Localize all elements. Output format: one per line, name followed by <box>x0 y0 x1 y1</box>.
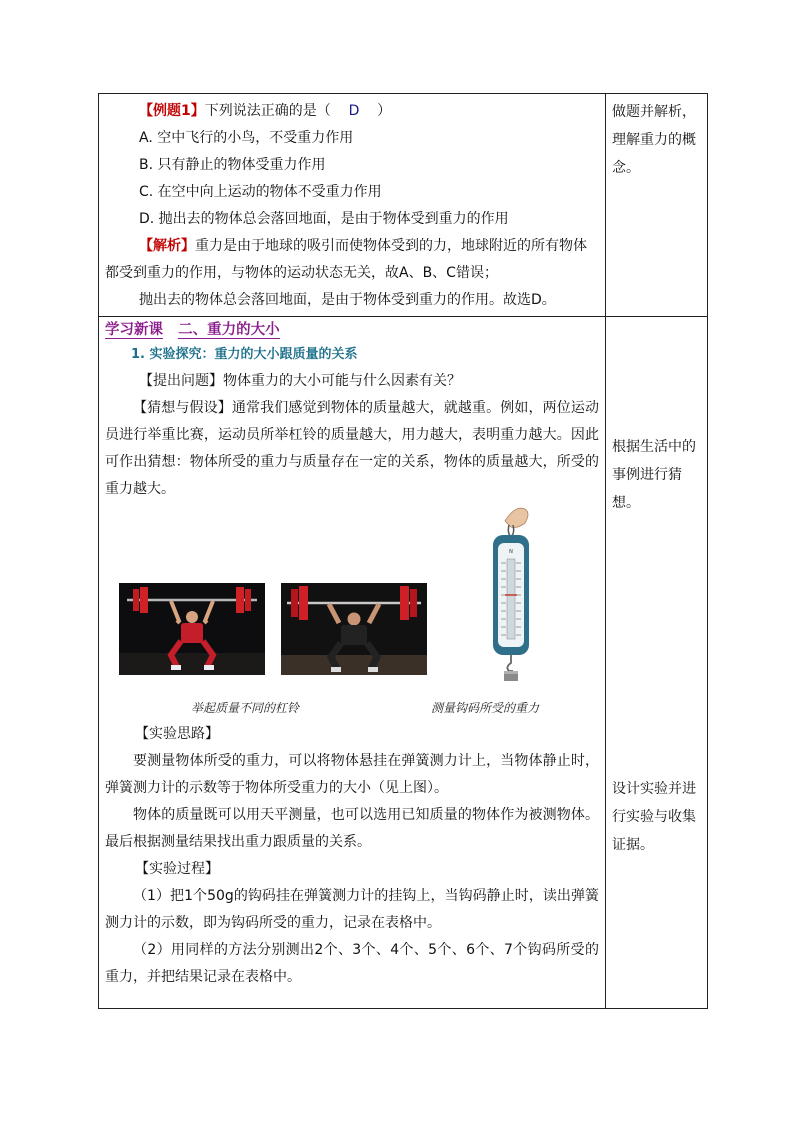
process-step-2: （2）用同样的方法分别测出2个、3个、4个、5个、6个、7个钩码所受的重力，并把结果记录在表格中。 <box>105 942 599 985</box>
caption-spring-scale: 测量钩码所受的重力 <box>431 701 540 715</box>
example-close: ） <box>377 103 392 119</box>
example-question <box>105 98 599 125</box>
example-heading: 【例题1】 <box>139 103 205 119</box>
option-a: A. 空中飞行的小鸟，不受重力作用 <box>139 130 354 146</box>
idea-heading: 【实验思路】 <box>135 726 219 742</box>
process-heading: 【实验过程】 <box>135 861 219 877</box>
section-label: 学习新课 <box>105 322 163 338</box>
idea-paragraph-2: 物体的质量既可以用天平测量，也可以选用已知质量的物体作为被测物体。最后根据测量结果找出重力跟质量的关系。 <box>105 807 599 850</box>
caption-weightlifting: 举起质量不同的杠铃 <box>191 701 300 715</box>
analysis-line-2: 都受到重力的作用，与物体的运动状态无关，故A、B、C错误； <box>105 265 498 281</box>
subsection-text: 1. 实验探究：重力的大小跟质量的关系 <box>131 347 358 362</box>
weightlifter-photo-1 <box>119 583 265 675</box>
example-cell <box>99 94 606 317</box>
weightlifter-photo-2 <box>281 583 427 675</box>
spring-scale-illustration <box>471 503 551 683</box>
lesson-table <box>98 93 708 1009</box>
figure-area <box>105 503 599 733</box>
example-row <box>99 94 708 317</box>
side-note-guess: 根据生活中的事例进行猜想。 <box>612 439 696 511</box>
example-side-cell <box>606 94 708 317</box>
subsection-title <box>105 341 599 368</box>
analysis-label: 【解析】 <box>139 238 195 254</box>
idea-paragraph-1: 要测量物体所受的重力，可以将物体悬挂在弹簧测力计上，当物体静止时，弹簧测力计的示数等于物体所受重力的大小（见上图）。 <box>105 753 599 796</box>
lesson-cell <box>99 317 606 1009</box>
option-d: D. 抛出去的物体总会落回地面，是由于物体受到重力的作用 <box>139 211 509 227</box>
section-heading <box>105 319 599 341</box>
option-b: B. 只有静止的物体受重力作用 <box>139 157 326 173</box>
example-side-note: 做题并解析，理解重力的概念。 <box>612 104 696 176</box>
example-question-text: 下列说法正确的是（ <box>204 103 331 119</box>
lesson-row <box>99 317 708 1009</box>
analysis-text-1: 重力是由于地球的吸引而使物体受到的力，地球附近的所有物体 <box>195 238 587 254</box>
process-step-1: （1）把1个50g的钩码挂在弹簧测力计的挂钩上，当钩码静止时，读出弹簧测力计的示数，即为钩码所受的重力，记录在表格中。 <box>105 888 599 931</box>
scale-unit-label: N <box>509 549 513 555</box>
side-note-experiment: 设计实验并进行实验与收集证据。 <box>612 781 696 853</box>
analysis-line-1 <box>105 233 599 260</box>
analysis-line-3: 抛出去的物体总会落回地面，是由于物体受到重力的作用。故选D。 <box>139 292 556 308</box>
lesson-side-cell <box>606 317 708 1009</box>
hypothesis-paragraph: 【猜想与假设】通常我们感觉到物体的质量越大，就越重。例如，两位运动员进行举重比赛，运动员所举杠铃的质量越大，用力越大，表明重力越大。因此可作出猜想：物体所受的重力与质量存在一定的关系，物体的质量越大，所受的重力越大。 <box>105 400 599 497</box>
example-answer: D <box>348 103 360 119</box>
option-c: C. 在空中向上运动的物体不受重力作用 <box>139 184 382 200</box>
question-line: 【提出问题】物体重力的大小可能与什么因素有关？ <box>139 373 461 389</box>
section-title: 二、重力的大小 <box>178 322 280 338</box>
